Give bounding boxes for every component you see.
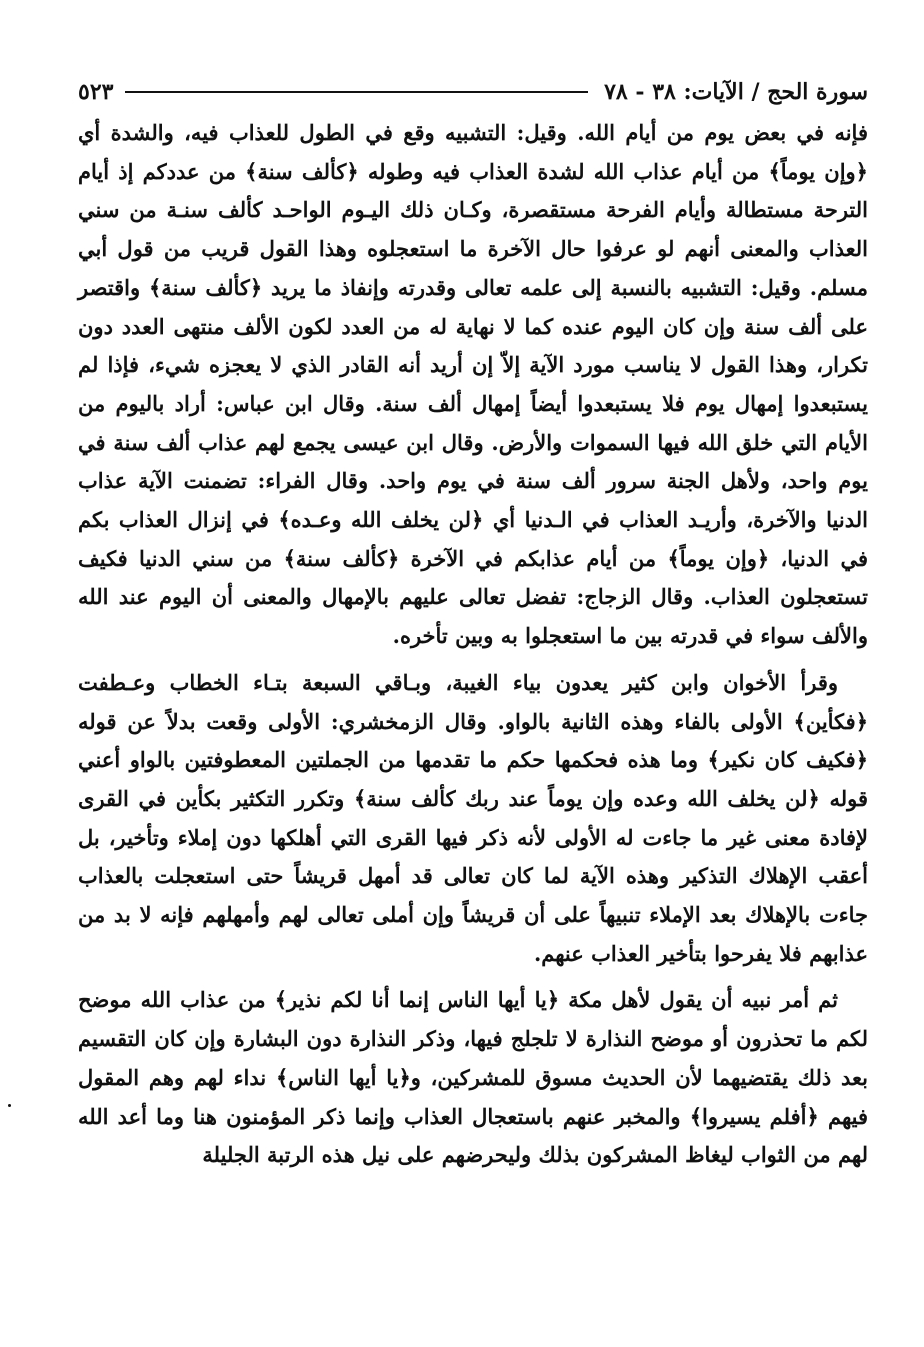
- surah-title: سورة الحج / الآيات: ٣٨ - ٧٨: [604, 79, 868, 105]
- paragraph-3: ثم أمر نبيه أن يقول لأهل مكة ﴿يا أيها الناس إنما أنا لكم نذير﴾ من عذاب الله موضح لكم ما تحذرون أو موضح النذارة لا تلجلج فيها، وذكر النذارة دون البشارة وإن كان التقسيم بعد ذلك يقتضيهما لأن الحديث مسوق للمشركين، و﴿يا أيها الناس﴾ نداء لهم وهم المقول فيهم ﴿أفلم يسيروا﴾ والمخبر عنهم باستعجال العذاب وإنما ذكر المؤمنون هنا وما أعد الله لهم من الثواب ليغاظ المشركون بذلك وليحرضهم على نيل هذه الرتبة الجليلة: [78, 987, 868, 1168]
- paragraph-1: فإنه في بعض يوم من أيام الله. وقيل: التشبيه وقع في الطول للعذاب فيه، والشدة أي ﴿وإن يوماً﴾ من أيام عذاب الله لشدة العذاب فيه وطوله ﴿كألف سنة﴾ من عددكم إذ أيام الترحة مستطالة وأيام الفرحة مستقصرة، وكـان ذلك اليـوم الواحـد كألف سنـة من سني العذاب والمعنى أنهم لو عرفوا حال الآخرة ما استعجلوه وهذا القول قريب من قول أبي مسلم. وقيل: التشبيه بالنسبة إلى علمه تعالى وقدرته وإنفاذ ما يريد ﴿كألف سنة﴾ واقتصر على ألف سنة وإن كان اليوم عنده كما لا نهاية له من العدد لكون الألف منتهى العدد دون تكرار، وهذا القول لا يناسب مورد الآية إلاّ إن أريد أنه القادر الذي لا يعجزه شيء، فإذا لم يستبعدوا إمهال يوم فلا يستبعدوا أيضاً إمهال ألف سنة. وقال ابن عباس: أراد باليوم من الأيام التي خلق الله فيها السموات والأرض. وقال ابن عيسى يجمع لهم عذاب ألف سنة في يوم واحد، ولأهل الجنة سرور ألف سنة في يوم واحد. وقال الفراء: تضمنت الآية عذاب الدنيا والآخرة، وأريـد العذاب في الـدنيا أي ﴿لن يخلف الله وعـده﴾ في إنزال العذاب بكم في الدنيا، ﴿وإن يوماً﴾ من أيام عذابكم في الآخرة ﴿كألف سنة﴾ من سني الدنيا فكيف تستعجلون العذاب. وقال الزجاج: تفضل تعالى عليهم بالإمهال والمعنى أن اليوم عند الله والألف سواء في قدرته بين ما استعجلوا به وبين تأخره.: [78, 120, 868, 649]
- margin-mark: [8, 1104, 11, 1107]
- running-header: [78, 70, 868, 114]
- document-page: [78, 70, 868, 1175]
- header-rule: [125, 91, 588, 93]
- paragraph-2: وقرأ الأخوان وابن كثير يعدون بياء الغيبة، وبـاقي السبعة بتـاء الخطاب وعـطفت ﴿فكأين﴾ الأولى بالفاء وهذه الثانية بالواو. وقال الزمخشري: الأولى وقعت بدلاً عن قوله ﴿فكيف كان نكير﴾ وما هذه فحكمها حكم ما تقدمها من الجملتين المعطوفتين بالواو أعني قوله ﴿لن يخلف الله وعده وإن يوماً عند ربك كألف سنة﴾ وتكرر التكثير بكأين في القرى لإفادة معنى غير ما جاءت له الأولى لأنه ذكر فيها القرى التي أهلكها دون إملاء وتأخير، بل أعقب الإهلاك التذكير وهذه الآية لما كان تعالى قد أمهل قريشاً حتى استعجلت بالعذاب جاءت بالإهلاك بعد الإملاء تنبيهاً على أن قريشاً وإن أملى تعالى لهم وأمهلهم فإنه لا بد من عذابهم فلا يفرحوا بتأخير العذاب عنهم.: [78, 669, 868, 966]
- page-number: ٥٢٣: [78, 79, 114, 105]
